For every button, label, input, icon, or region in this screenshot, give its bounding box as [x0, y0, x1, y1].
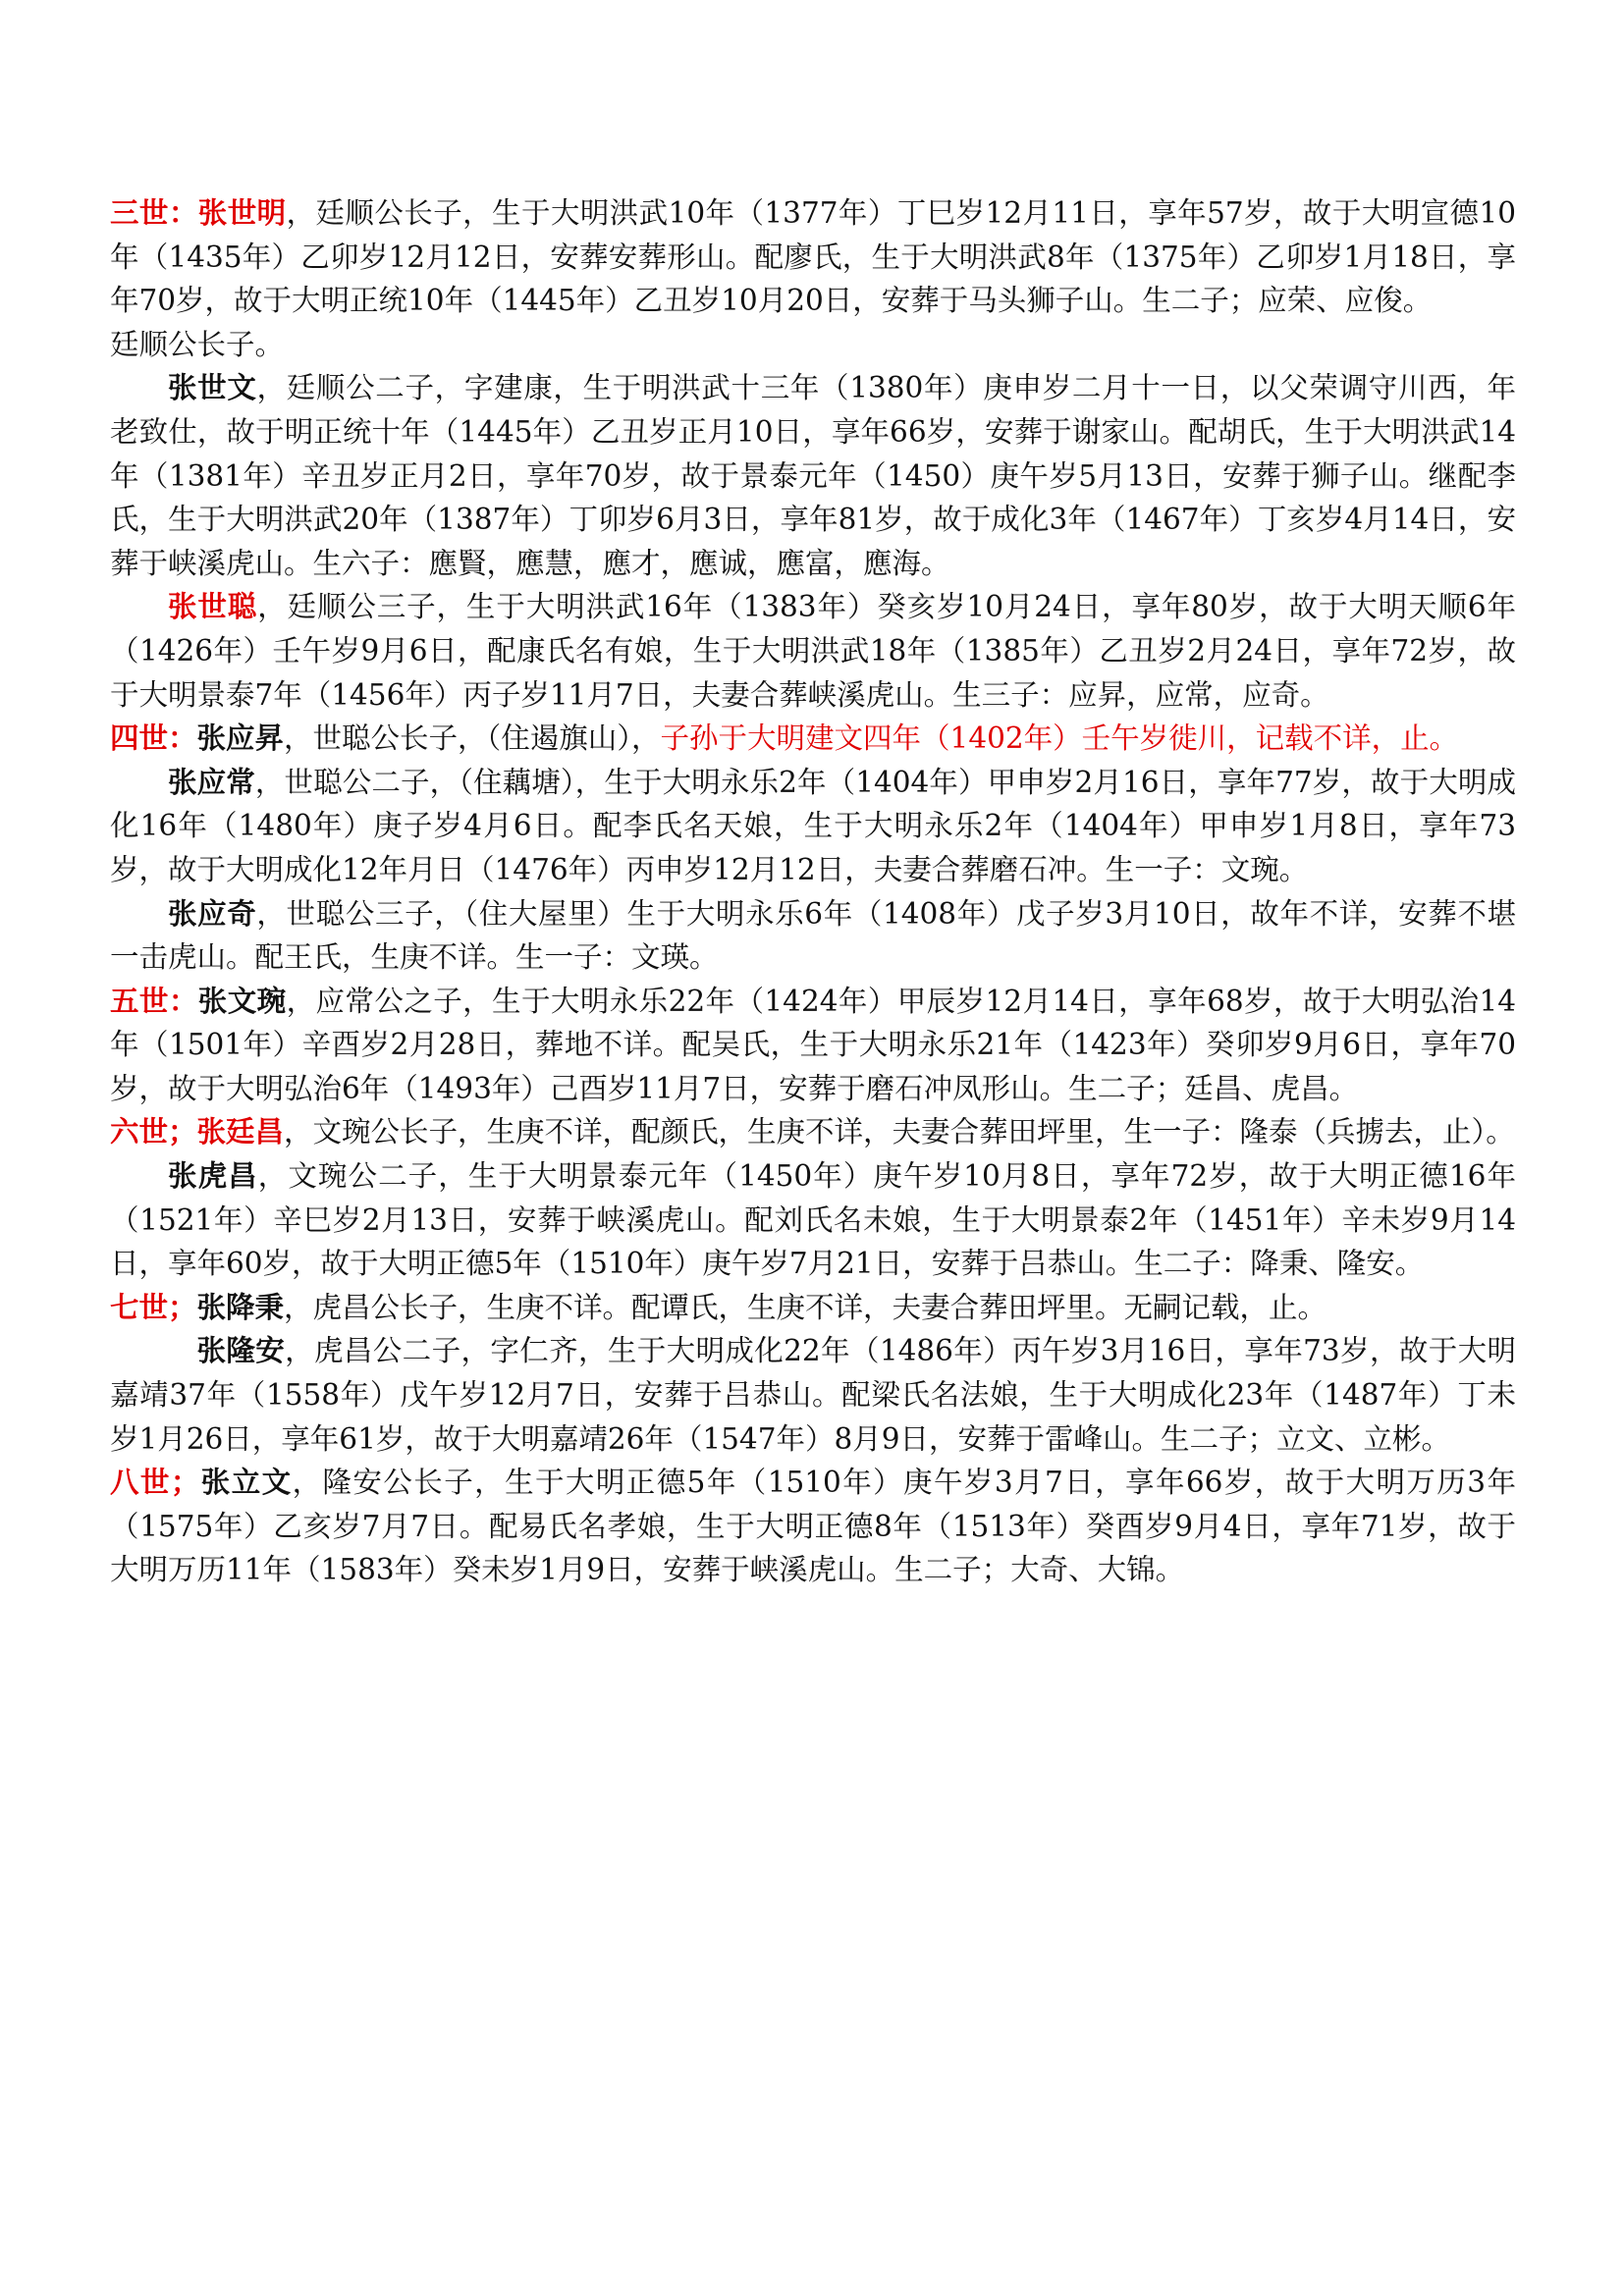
person-name: 张虎昌	[168, 1159, 258, 1194]
entry-text: ，文琬公二子，生于大明景泰元年（1450年）庚午岁10月8日，享年72岁，故于大明正德16年（1521年）辛巳岁2月13日，安葬于峡溪虎山。配刘氏名未娘，生于大明景泰2年（1451年）辛未岁9月14日，享年60岁，故于大明正德5年（1510年）庚午岁7月21日，安葬于吕恭山。生二子：降秉、隆安。	[110, 1159, 1516, 1281]
entry-zhang-wenwan	[110, 980, 1516, 1111]
person-name: 张立文	[199, 1466, 293, 1500]
person-name: 张降秉	[196, 1290, 285, 1324]
generation-label: 七世；	[110, 1290, 197, 1324]
entry-zhang-shicong	[110, 585, 1516, 717]
person-name: 张应昇	[196, 721, 285, 756]
entry-zhang-shiwen	[110, 366, 1516, 585]
entry-zhang-huchang	[110, 1154, 1516, 1286]
entry-zhang-yingsheng	[110, 717, 1516, 761]
person-name: 张应奇	[168, 896, 257, 931]
genealogy-document	[110, 191, 1516, 1592]
entry-text: ，廷顺公三子，生于大明洪武16年（1383年）癸亥岁10月24日，享年80岁，故于大明天顺6年（1426年）壬午岁9月6日，配康氏名有娘，生于大明洪武18年（1385年）乙丑岁2月24日，享年72岁，故于大明景泰7年（1456年）丙子岁11月7日，夫妻合葬峡溪虎山。生三子：应昇，应常，应奇。	[110, 590, 1516, 712]
person-name: 张隆安	[196, 1334, 286, 1368]
entry-red-note: 子孙于大明建文四年（1402年）壬午岁徙川，记载不详，止。	[660, 721, 1459, 756]
generation-label: 三世：	[110, 196, 198, 230]
generation-label: 五世：	[110, 984, 198, 1018]
entry-zhang-jiangbing	[110, 1286, 1516, 1330]
entry-zhang-liwen	[110, 1461, 1516, 1592]
generation-label: 八世；	[110, 1466, 200, 1500]
entry-zhang-tingchang	[110, 1110, 1516, 1154]
generation-label: 六世；	[110, 1115, 197, 1149]
entry-text: ，世聪公三子，（住大屋里）生于大明永乐6年（1408年）戊子岁3月10日，故年不详，安葬不堪一击虎山。配王氏，生庚不详。生一子：文瑛。	[110, 896, 1516, 975]
entry-note	[110, 323, 1516, 367]
generation-label: 四世：	[110, 721, 197, 756]
entry-text: ，虎昌公二子，字仁齐，生于大明成化22年（1486年）丙午岁3月16日，享年73岁，故于大明嘉靖37年（1558年）戊午岁12月7日，安葬于吕恭山。配梁氏名法娘，生于大明成化23年（1487年）丁未岁1月26日，享年61岁，故于大明嘉靖26年（1547年）8月9日，安葬于雷峰山。生二子；立文、立彬。	[110, 1334, 1516, 1456]
entry-text: ，隆安公长子，生于大明正德5年（1510年）庚午岁3月7日，享年66岁，故于大明万历3年（1575年）乙亥岁7月7日。配易氏名孝娘，生于大明正德8年（1513年）癸酉岁9月4日，享年71岁，故于大明万历11年（1583年）癸未岁1月9日，安葬于峡溪虎山。生二子；大奇、大锦。	[110, 1466, 1516, 1587]
person-name: 张世文	[168, 371, 257, 405]
person-name: 张廷昌	[196, 1115, 285, 1149]
person-name: 张世聪	[168, 590, 258, 624]
entry-text: ，廷顺公二子，字建康，生于明洪武十三年（1380年）庚申岁二月十一日，以父荣调守川西，年老致仕，故于明正统十年（1445年）乙丑岁正月10日，享年66岁，安葬于谢家山。配胡氏，生于大明洪武14年（1381年）辛丑岁正月2日，享年70岁，故于景泰元年（1450）庚午岁5月13日，安葬于狮子山。继配李氏，生于大明洪武20年（1387年）丁卯岁6月3日，享年81岁，故于成化3年（1467年）丁亥岁4月14日，安葬于峡溪虎山。生六子：應賢，應慧，應才，應诚，應富，應海。	[110, 371, 1516, 580]
person-name: 张世明	[197, 196, 287, 230]
entry-text: ，虎昌公长子，生庚不详。配谭氏，生庚不详，夫妻合葬田坪里。无嗣记载，止。	[284, 1290, 1327, 1324]
entry-zhang-yingqi	[110, 892, 1516, 980]
entry-zhang-shiming	[110, 191, 1516, 323]
entry-text: ，廷顺公长子，生于大明洪武10年（1377年）丁巳岁12月11日，享年57岁，故于大明宣德10年（1435年）乙卯岁12月12日，安葬安葬形山。配廖氏，生于大明洪武8年（1375年）乙卯岁1月18日，享年70岁，故于大明正统10年（1445年）乙丑岁10月20日，安葬于马头狮子山。生二子；应荣、应俊。	[110, 196, 1516, 318]
entry-zhang-yingchang	[110, 761, 1516, 892]
entry-text: ，世聪公长子，（住遏旗山），	[284, 721, 661, 756]
entry-zhang-longan	[110, 1329, 1516, 1461]
entry-text: 廷顺公长子。	[110, 327, 285, 361]
entry-text: ，应常公之子，生于大明永乐22年（1424年）甲辰岁12月14日，享年68岁，故于大明弘治14年（1501年）辛酉岁2月28日，葬地不详。配吴氏，生于大明永乐21年（1423年）癸卯岁9月6日，享年70岁，故于大明弘治6年（1493年）己酉岁11月7日，安葬于磨石冲凤形山。生二子；廷昌、虎昌。	[110, 984, 1516, 1105]
entry-text: ，文琬公长子，生庚不详，配颜氏，生庚不详，夫妻合葬田坪里，生一子：隆泰（兵掳去，止）。	[284, 1115, 1515, 1149]
person-name: 张文琬	[197, 984, 287, 1018]
person-name: 张应常	[168, 765, 255, 799]
entry-text: ，世聪公二子，（住藕塘），生于大明永乐2年（1404年）甲申岁2月16日，享年77岁，故于大明成化16年（1480年）庚子岁4月6日。配李氏名天娘，生于大明永乐2年（1404年）甲申岁1月8日，享年73岁，故于大明成化12年月日（1476年）丙申岁12月12日，夫妻合葬磨石冲。生一子：文琬。	[110, 765, 1516, 886]
